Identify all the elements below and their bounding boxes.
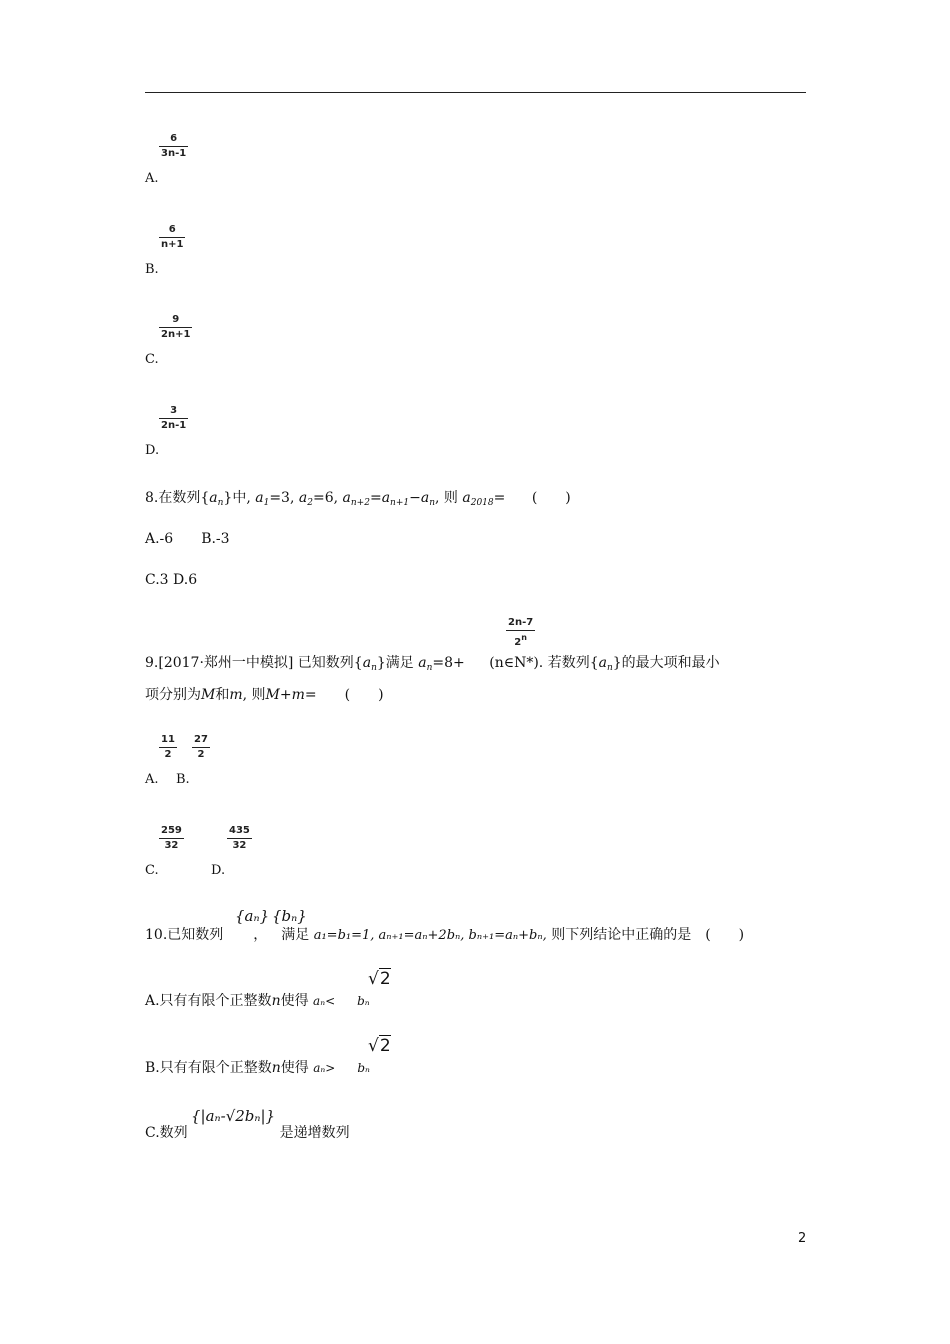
fraction-numerator: 9 [172, 314, 180, 325]
q8-options-cd: C.3 D.6 [145, 572, 198, 588]
q8-options-ab: A.-6 B.-3 [145, 531, 230, 547]
q9-stem-line1: 9.[2017·郑州一中模拟] 已知数列$\{a_n\}$满足 $a_n=8+$ (n∈N*). 若数列$\{a_n\}$的最大项和最小 [145, 655, 720, 673]
q10-option-b-sqrt: √2 [368, 1036, 391, 1056]
q10-option-a-sqrt: √2 [368, 969, 391, 989]
q7-option-a-label: A. [145, 171, 159, 186]
fraction-bar [506, 630, 535, 631]
fraction-denominator: 2$^n$ [514, 633, 527, 648]
fraction-numerator: 435 [229, 825, 250, 836]
fraction-bar [227, 838, 252, 839]
fraction-denominator: 3n-1 [161, 148, 187, 159]
fraction-denominator: 32 [232, 840, 247, 851]
q9-exponent-fraction [506, 617, 535, 648]
fraction-numerator: 259 [161, 825, 182, 836]
fraction-denominator: 2n+1 [161, 329, 191, 340]
q9-option-d-fraction [227, 825, 252, 851]
q10-stem: 10.已知数列 ， 满足 a₁=b₁=1, aₙ₊₁=aₙ+2bₙ, bₙ₊₁=aₙ+bₙ, 则下列结论中正确的是 ( ) [145, 927, 745, 943]
fraction-denominator: 2 [197, 749, 205, 760]
fraction-numerator: 11 [161, 734, 175, 745]
q9-option-d-label: D. [211, 863, 226, 878]
fraction-bar [159, 327, 192, 328]
q9-option-c-fraction [159, 825, 184, 851]
fraction-numerator: 2n-7 [508, 617, 534, 628]
q9-option-b-label: B. [176, 772, 190, 787]
q9-option-b-fraction [192, 734, 210, 760]
fraction-numerator: 6 [170, 133, 178, 144]
q9-option-a-label: A. [145, 772, 159, 787]
q7-option-c-label: C. [145, 352, 159, 367]
q7-option-b-label: B. [145, 262, 159, 277]
fraction-denominator: n+1 [161, 239, 184, 250]
q8-stem: 8.在数列$\{a_n\}$中, $a_1=3$, $a_2=6$, $a_{n+2}=a_{n+1}-a_n$, 则 $a_{2018}=$ ( ) [145, 490, 571, 508]
fraction-numerator: 3 [170, 405, 178, 416]
fraction-denominator: 32 [164, 840, 179, 851]
q7-option-b-fraction [159, 224, 185, 250]
fraction-bar [159, 838, 184, 839]
q10-sequence-a-brace: {aₙ} [235, 907, 270, 925]
fraction-bar [159, 747, 177, 748]
fraction-numerator: 27 [194, 734, 208, 745]
q9-option-a-fraction [159, 734, 177, 760]
header-rule [145, 92, 806, 93]
q10-option-c: C.数列 是递增数列 [145, 1125, 350, 1141]
q7-option-a-fraction [159, 133, 188, 159]
q10-sequence-b-brace: {bₙ} [272, 907, 307, 925]
q10-option-a: A.只有有限个正整数n使得 aₙ< bₙ [145, 993, 370, 1009]
q7-option-d-fraction [159, 405, 188, 431]
fraction-numerator: 6 [168, 224, 176, 235]
q10-option-b: B.只有有限个正整数n使得 aₙ> bₙ [145, 1060, 370, 1076]
fraction-bar [159, 146, 188, 147]
fraction-bar [159, 418, 188, 419]
q10-option-c-expression: {|aₙ-√2bₙ|} [191, 1107, 276, 1125]
q7-option-d-label: D. [145, 443, 160, 458]
q9-option-c-label: C. [145, 863, 159, 878]
q7-option-c-fraction [159, 314, 192, 340]
fraction-bar [159, 237, 185, 238]
page-number: 2 [798, 1231, 807, 1246]
q9-stem-line2: 项分别为M和m, 则M+m= ( ) [145, 687, 384, 703]
fraction-bar [192, 747, 210, 748]
fraction-denominator: 2n-1 [161, 420, 187, 431]
fraction-denominator: 2 [164, 749, 172, 760]
